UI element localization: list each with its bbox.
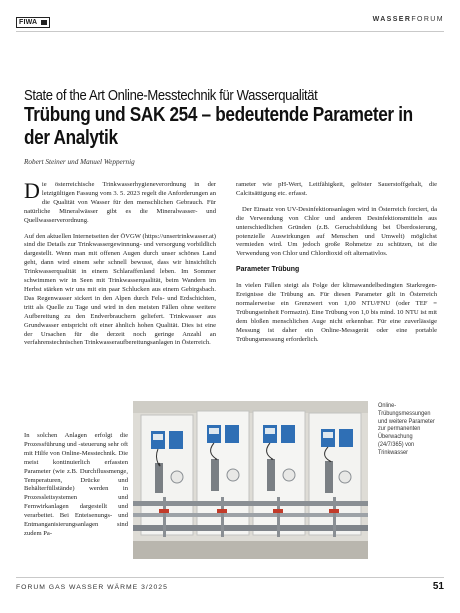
publication-name: FORUM GAS WASSER WÄRME 3/2025 <box>16 584 168 591</box>
section-name <box>373 16 444 23</box>
body-paragraph: Auf den aktuellen Internetseiten der ÖVGW (https://unsertrinkwasser.at) sind die Details zur Trinkwassergewinnung- und versorgung vorbildlich dargestellt. Wenn man mit offenen Augen durch unser schönes Land geht, dann wird einem sehr schnell bewusst, dass wir hinsichtlich Trinkwasserqualität in einem Schlaraffenland leben. Im Sommer schwimmen wir in Seen mit Trinkwasserqualität, beim Wandern im Herbst stärken wir uns mit ein paar Schlucken aus einem Gebirgsbach. Das Regenwasser sickert in den Alpen durch Fels- und Erdschichten, tritt als Quelle zu Tage und wird in den meisten Fällen ohne weitere Aufbereitung zu den Endverbrauchern geliefert. Trinkwasser aus Grundwasser entspricht oft einer ähnlich hohen Qualität. Dies ist eine der Ursachen für die derzeit noch geringe Anzahl an verfahrenstechnischen Trinkwasseraufbereitungsanlagen in Österreich. <box>24 232 216 347</box>
body-paragraph: rameter wie pH-Wert, Leitfähigkeit, gelöster Sauerstoffgehalt, die Calcitsättigung etc. erfasst. <box>236 181 437 197</box>
body-paragraph: In vielen Fällen steigt als Folge der klimawandelbedingten Starkregen-Ereignisse die Trübung an. Für diesen Parameter gilt in Österreich normalerweise ein Grenzwert von 1,00 NTU/FNU (oder TEF = Trübungseinheit Formazin). Eine Trübung von 1,0 bis mind. 10 NTU ist mit dem bloßen menschlichen Auge nicht erkennbar. Für eine zuverlässige Messung ist daher ein Online-Messgerät oder eine portable Trübungsmessung erforderlich. <box>236 282 437 343</box>
body-column-right <box>236 181 437 352</box>
body-column-left <box>24 178 216 355</box>
footer-divider <box>16 577 444 578</box>
section-suffix: FORUM <box>411 16 444 23</box>
article-kicker: State of the Art Online-Messtechnik für Wasserqualität <box>24 88 318 104</box>
section-prefix: WASSER <box>372 16 412 23</box>
measurement-station-illustration <box>133 401 368 559</box>
body-paragraph: In solchen Anlagen erfolgt die Prozessführung und -steuerung sehr oft mit Hilfe von Online-Messtechnik. Die meist kontinuierlich erfassten Parameter (wie z.B. Durchflussmenge, Temperaturen, Drücke und Behälterfüllstände) werden in Prozessleitsystemen und Fernwirkanlagen dargestellt und verarbeitet. Bei Enteisenungs- und Entmanganisierungsanlagen sind zudem Pa- <box>24 432 128 537</box>
body-paragraph: Der Einsatz von UV-Desinfektionsanlagen wird in Österreich forciert, da die Verwendung von Chlor und anderen Desinfektionsmitteln aus unterschiedlichen Gründen (z.B. Geruchsbildung bei Überdosierung, potenzielle Auswirkungen auf Menschen und Umwelt) möglichst vermieden wird. Um jedoch große Rohmetze zu schützen, ist die Verwendung von Chlor und Chlordioxid oft alternativlos. <box>236 205 437 258</box>
header-divider <box>16 31 444 32</box>
body-paragraph: Die österreichische Trinkwasserhygieneverordnung in der letztgültigen Fassung vom 3. 5. 2023 regelt die Anforderungen an die Qualität von Wasser für den menschlichen Gebrauch. Für natürliche Mineralwässer gibt es die Mineralwasser- und Quellwasserverordnung. <box>24 178 216 224</box>
drop-cap: D <box>24 178 40 203</box>
article-photo <box>133 401 368 559</box>
article-headline: Trübung und SAK 254 – bedeutende Parameter in der Analytik <box>24 104 413 149</box>
publisher-logo <box>16 17 50 28</box>
photo-caption: Online-Trübungsmessungen und weitere Parameter zur permanenten Überwachung (24/7/365) von Trinkwasser <box>378 402 435 456</box>
body-column-left-lower <box>24 432 128 546</box>
section-subheading: Parameter Trübung <box>236 266 300 274</box>
article-byline: Robert Steiner und Manuel Weppernig <box>24 158 135 166</box>
logo-text: FIWA <box>19 19 38 26</box>
logo-wave-icon <box>41 20 47 25</box>
page-number: 51 <box>432 581 444 592</box>
